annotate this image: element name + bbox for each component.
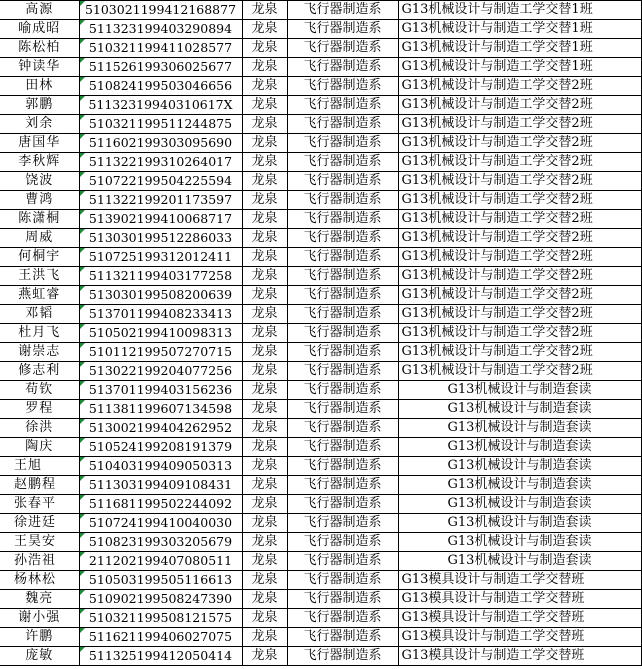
error-indicator-icon [80,191,85,196]
id-number-cell[interactable] [79,305,242,324]
id-number-cell[interactable] [79,267,242,286]
department-cell[interactable]: 飞行器制造系 [287,552,398,571]
department-cell[interactable]: 飞行器制造系 [287,305,398,324]
class-cell[interactable]: G13机械设计与制造工学交替2班 [398,172,641,191]
id-number-cell[interactable] [79,628,242,647]
department-cell[interactable]: 飞行器制造系 [287,533,398,552]
campus-cell[interactable]: 龙泉 [242,438,287,457]
error-indicator-icon [80,153,85,158]
table-row[interactable] [0,77,641,96]
id-number-cell[interactable] [79,457,242,476]
error-indicator-icon [80,58,85,63]
table-row[interactable] [0,134,641,153]
student-name-cell[interactable]: 许鹏 [0,628,79,647]
id-number-text: 510502199410098313 [88,325,233,340]
id-number-cell[interactable] [79,191,242,210]
campus-cell[interactable]: 龙泉 [242,495,287,514]
campus-cell[interactable]: 龙泉 [242,20,287,39]
student-name-cell[interactable]: 苟钦 [0,381,79,400]
id-number-text: 510725199312012411 [88,249,233,264]
id-number-text: 511325199412050414 [88,648,233,663]
id-number-text: 510112199507270715 [88,344,233,359]
department-cell[interactable]: 飞行器制造系 [287,267,398,286]
id-number-text: 510321199411028577 [88,40,233,55]
id-number-cell[interactable] [79,172,242,191]
student-name-cell[interactable]: 徐进廷 [0,514,79,533]
id-number-cell[interactable] [79,96,242,115]
error-indicator-icon [80,305,85,310]
campus-cell[interactable]: 龙泉 [242,647,287,666]
error-indicator-icon [80,590,85,595]
student-name-cell[interactable]: 陈潇桐 [0,210,79,229]
class-cell[interactable]: G13机械设计与制造套读 [398,495,641,514]
id-number-cell[interactable] [79,134,242,153]
class-cell[interactable]: G13机械设计与制造套读 [398,419,641,438]
error-indicator-icon [80,514,85,519]
student-name-cell[interactable]: 饶波 [0,172,79,191]
id-number-cell[interactable] [79,495,242,514]
class-cell[interactable]: G13机械设计与制造工学交替2班 [398,362,641,381]
student-name-cell[interactable]: 孙浩祖 [0,552,79,571]
id-number-text: 510321199511244875 [88,116,233,131]
table-row[interactable] [0,172,641,191]
student-name-cell[interactable]: 陈松柏 [0,39,79,58]
table-row[interactable] [0,590,641,609]
id-number-cell[interactable] [79,609,242,628]
table-row[interactable] [0,476,641,495]
department-cell[interactable]: 飞行器制造系 [287,58,398,77]
table-row[interactable] [0,96,641,115]
class-cell[interactable]: G13机械设计与制造套读 [398,533,641,552]
department-cell[interactable]: 飞行器制造系 [287,248,398,267]
department-cell[interactable]: 飞行器制造系 [287,571,398,590]
id-number-cell[interactable] [79,571,242,590]
class-cell[interactable]: G13机械设计与制造工学交替2班 [398,191,641,210]
table-row[interactable] [0,115,641,134]
student-name-cell[interactable]: 邓韬 [0,305,79,324]
id-number-text: 513022199204077256 [88,363,233,378]
class-cell[interactable]: G13模具设计与制造工学交替班 [398,647,641,666]
class-cell[interactable]: G13机械设计与制造工学交替2班 [398,248,641,267]
table-row[interactable] [0,39,641,58]
table-row[interactable] [0,419,641,438]
error-indicator-icon [80,210,85,215]
student-name-cell[interactable]: 魏亮 [0,590,79,609]
department-cell[interactable]: 飞行器制造系 [287,457,398,476]
table-row[interactable] [0,153,641,172]
class-cell[interactable]: G13机械设计与制造工学交替2班 [398,210,641,229]
table-row[interactable] [0,1,641,20]
student-name-cell[interactable]: 刘余 [0,115,79,134]
id-number-cell[interactable] [79,286,242,305]
campus-cell[interactable]: 龙泉 [242,58,287,77]
class-cell[interactable]: G13机械设计与制造工学交替2班 [398,115,641,134]
department-cell[interactable]: 飞行器制造系 [287,172,398,191]
campus-cell[interactable]: 龙泉 [242,324,287,343]
class-cell[interactable]: G13机械设计与制造工学交替1班 [398,58,641,77]
class-cell[interactable]: G13机械设计与制造套读 [398,552,641,571]
table-row[interactable] [0,533,641,552]
error-indicator-icon [80,533,85,538]
id-number-text: 511602199303095690 [88,135,233,150]
table-row[interactable] [0,495,641,514]
id-number-text: 51132319940310617X [88,97,233,112]
department-cell[interactable]: 飞行器制造系 [287,362,398,381]
error-indicator-icon [80,229,85,234]
class-cell[interactable]: G13机械设计与制造工学交替1班 [398,39,641,58]
id-number-text: 511526199306025677 [88,59,233,74]
error-indicator-icon [80,609,85,614]
student-name-cell[interactable]: 唐国华 [0,134,79,153]
department-cell[interactable]: 飞行器制造系 [287,609,398,628]
id-number-text: 510724199410040030 [88,515,233,530]
error-indicator-icon [80,20,85,25]
department-cell[interactable]: 飞行器制造系 [287,229,398,248]
id-number-cell[interactable] [79,1,242,20]
id-number-text: 511303199409108431 [88,477,233,492]
id-number-text: 211202199407080511 [88,553,233,568]
class-cell[interactable]: G13机械设计与制造工学交替2班 [398,324,641,343]
error-indicator-icon [80,39,85,44]
department-cell[interactable]: 飞行器制造系 [287,1,398,20]
id-number-text: 510503199505116613 [88,572,233,587]
id-number-text: 510722199504225594 [88,173,233,188]
table-row[interactable] [0,248,641,267]
id-number-cell[interactable] [79,248,242,267]
student-name-cell[interactable]: 王昊安 [0,533,79,552]
class-cell[interactable]: G13模具设计与制造工学交替班 [398,571,641,590]
class-cell[interactable]: G13机械设计与制造工学交替2班 [398,286,641,305]
table-row[interactable] [0,343,641,362]
campus-cell[interactable]: 龙泉 [242,96,287,115]
campus-cell[interactable]: 龙泉 [242,39,287,58]
campus-cell[interactable]: 龙泉 [242,286,287,305]
campus-cell[interactable]: 龙泉 [242,267,287,286]
class-cell[interactable]: G13机械设计与制造工学交替2班 [398,77,641,96]
id-number-text: 513030199508200639 [88,287,233,302]
department-cell[interactable]: 飞行器制造系 [287,115,398,134]
campus-cell[interactable]: 龙泉 [242,191,287,210]
id-number-cell[interactable] [79,476,242,495]
class-cell[interactable]: G13机械设计与制造工学交替2班 [398,134,641,153]
campus-cell[interactable]: 龙泉 [242,172,287,191]
class-cell[interactable]: G13机械设计与制造套读 [398,457,641,476]
id-number-cell[interactable] [79,533,242,552]
student-name-cell[interactable]: 曹鸿 [0,191,79,210]
id-number-cell[interactable] [79,210,242,229]
student-name-cell[interactable]: 庞敏 [0,647,79,666]
error-indicator-icon [80,343,85,348]
id-number-text: 510321199508121575 [88,610,233,625]
class-cell[interactable]: G13机械设计与制造套读 [398,400,641,419]
id-number-text: 513002199404262952 [88,420,233,435]
class-cell[interactable]: G13机械设计与制造工学交替1班 [398,1,641,20]
campus-cell[interactable]: 龙泉 [242,229,287,248]
id-number-text: 510403199409050313 [88,458,233,473]
student-name-cell[interactable]: 修志利 [0,362,79,381]
spreadsheet-body [0,1,641,666]
error-indicator-icon [80,552,85,557]
student-name-cell[interactable]: 王洪飞 [0,267,79,286]
campus-cell[interactable]: 龙泉 [242,305,287,324]
department-cell[interactable]: 飞行器制造系 [287,476,398,495]
campus-cell[interactable]: 龙泉 [242,457,287,476]
student-name-cell[interactable]: 何桐宇 [0,248,79,267]
error-indicator-icon [80,324,85,329]
department-cell[interactable]: 飞行器制造系 [287,590,398,609]
id-number-cell[interactable] [79,419,242,438]
table-row[interactable] [0,20,641,39]
student-name-cell[interactable]: 罗程 [0,400,79,419]
department-cell[interactable]: 飞行器制造系 [287,343,398,362]
class-cell[interactable]: G13机械设计与制造工学交替2班 [398,305,641,324]
id-number-cell[interactable] [79,552,242,571]
id-number-text: 511381199607134598 [88,401,233,416]
id-number-text: 513701199403156236 [88,382,233,397]
class-cell[interactable]: G13机械设计与制造套读 [398,381,641,400]
class-cell[interactable]: G13机械设计与制造套读 [398,438,641,457]
id-number-text: 510823199303205679 [88,534,233,549]
id-number-cell[interactable] [79,343,242,362]
department-cell[interactable]: 飞行器制造系 [287,134,398,153]
id-number-cell[interactable] [79,400,242,419]
table-row[interactable] [0,362,641,381]
error-indicator-icon [80,134,85,139]
table-row[interactable] [0,438,641,457]
class-cell[interactable]: G13机械设计与制造工学交替2班 [398,267,641,286]
class-cell[interactable]: G13机械设计与制造套读 [398,514,641,533]
error-indicator-icon [80,438,85,443]
department-cell[interactable]: 飞行器制造系 [287,400,398,419]
campus-cell[interactable]: 龙泉 [242,153,287,172]
table-row[interactable] [0,267,641,286]
id-number-cell[interactable] [79,647,242,666]
campus-cell[interactable]: 龙泉 [242,571,287,590]
error-indicator-icon [80,647,85,652]
department-cell[interactable]: 飞行器制造系 [287,628,398,647]
class-cell[interactable]: G13机械设计与制造工学交替2班 [398,96,641,115]
table-row[interactable] [0,647,641,666]
campus-cell[interactable]: 龙泉 [242,552,287,571]
campus-cell[interactable]: 龙泉 [242,514,287,533]
id-number-cell[interactable] [79,153,242,172]
student-name-cell[interactable]: 郭鹏 [0,96,79,115]
student-name-cell[interactable]: 谢崇志 [0,343,79,362]
class-cell[interactable]: G13模具设计与制造工学交替班 [398,628,641,647]
id-number-text: 510902199508247390 [88,591,233,606]
campus-cell[interactable]: 龙泉 [242,362,287,381]
department-cell[interactable]: 飞行器制造系 [287,20,398,39]
student-name-cell[interactable]: 田林 [0,77,79,96]
class-cell[interactable]: G13机械设计与制造套读 [398,476,641,495]
id-number-cell[interactable] [79,229,242,248]
table-row[interactable] [0,191,641,210]
table-row[interactable] [0,286,641,305]
table-row[interactable] [0,229,641,248]
error-indicator-icon [80,267,85,272]
error-indicator-icon [80,96,85,101]
error-indicator-icon [80,362,85,367]
class-cell[interactable]: G13模具设计与制造工学交替班 [398,609,641,628]
id-number-cell[interactable] [79,324,242,343]
id-number-cell[interactable] [79,438,242,457]
student-name-cell[interactable]: 周威 [0,229,79,248]
student-name-cell[interactable]: 钟读华 [0,58,79,77]
department-cell[interactable]: 飞行器制造系 [287,286,398,305]
table-row[interactable] [0,400,641,419]
department-cell[interactable]: 飞行器制造系 [287,381,398,400]
campus-cell[interactable]: 龙泉 [242,628,287,647]
id-number-cell[interactable] [79,362,242,381]
class-cell[interactable]: G13机械设计与制造工学交替2班 [398,153,641,172]
id-number-cell[interactable] [79,39,242,58]
student-name-cell[interactable]: 杜月飞 [0,324,79,343]
error-indicator-icon [80,381,85,386]
table-row[interactable] [0,609,641,628]
error-indicator-icon [80,457,85,462]
id-number-text: 513701199408233413 [88,306,233,321]
department-cell[interactable]: 飞行器制造系 [287,419,398,438]
campus-cell[interactable]: 龙泉 [242,609,287,628]
error-indicator-icon [80,248,85,253]
campus-cell[interactable]: 龙泉 [242,134,287,153]
department-cell[interactable]: 飞行器制造系 [287,39,398,58]
id-number-cell[interactable] [79,115,242,134]
error-indicator-icon [80,286,85,291]
table-row[interactable] [0,381,641,400]
error-indicator-icon [80,77,85,82]
error-indicator-icon [80,628,85,633]
error-indicator-icon [80,172,85,177]
error-indicator-icon [80,476,85,481]
student-name-cell[interactable]: 陶庆 [0,438,79,457]
student-name-cell[interactable]: 杨林松 [0,571,79,590]
error-indicator-icon [80,400,85,405]
id-number-text: 510824199503046656 [88,78,233,93]
id-number-text: 511681199502244092 [88,496,233,511]
id-number-text: 510524199208191379 [88,439,233,454]
id-number-text: 511321199403177258 [88,268,233,283]
campus-cell[interactable]: 龙泉 [242,533,287,552]
id-number-cell[interactable] [79,381,242,400]
error-indicator-icon [80,419,85,424]
department-cell[interactable]: 飞行器制造系 [287,77,398,96]
department-cell[interactable]: 飞行器制造系 [287,438,398,457]
campus-cell[interactable]: 龙泉 [242,210,287,229]
student-name-cell[interactable]: 高源 [0,1,79,20]
class-cell[interactable]: G13机械设计与制造工学交替1班 [398,20,641,39]
student-name-cell[interactable]: 燕虹睿 [0,286,79,305]
campus-cell[interactable]: 龙泉 [242,115,287,134]
campus-cell[interactable]: 龙泉 [242,1,287,20]
table-row[interactable] [0,571,641,590]
class-cell[interactable]: G13模具设计与制造工学交替班 [398,590,641,609]
id-number-text: 511621199406027075 [88,629,233,644]
campus-cell[interactable]: 龙泉 [242,590,287,609]
class-cell[interactable]: G13机械设计与制造工学交替2班 [398,343,641,362]
id-number-cell[interactable] [79,514,242,533]
department-cell[interactable]: 飞行器制造系 [287,514,398,533]
id-number-cell[interactable] [79,58,242,77]
department-cell[interactable]: 飞行器制造系 [287,153,398,172]
error-indicator-icon [80,1,85,6]
table-row[interactable] [0,324,641,343]
error-indicator-icon [80,495,85,500]
id-number-text: 510302119941216887​7 [84,2,237,17]
department-cell[interactable]: 飞行器制造系 [287,647,398,666]
student-name-cell[interactable]: 喻成昭 [0,20,79,39]
id-number-text: 511322199201173597 [88,192,233,207]
campus-cell[interactable]: 龙泉 [242,343,287,362]
campus-cell[interactable]: 龙泉 [242,77,287,96]
student-name-cell[interactable]: 王旭 [0,457,79,476]
department-cell[interactable]: 飞行器制造系 [287,324,398,343]
table-row[interactable] [0,552,641,571]
student-name-cell[interactable]: 徐洪 [0,419,79,438]
error-indicator-icon [80,571,85,576]
table-row[interactable] [0,305,641,324]
department-cell[interactable]: 飞行器制造系 [287,191,398,210]
campus-cell[interactable]: 龙泉 [242,419,287,438]
department-cell[interactable]: 飞行器制造系 [287,210,398,229]
campus-cell[interactable]: 龙泉 [242,400,287,419]
error-indicator-icon [80,115,85,120]
id-number-cell[interactable] [79,590,242,609]
campus-cell[interactable]: 龙泉 [242,476,287,495]
id-number-text: 513902199410068717 [88,211,233,226]
id-number-text: 513030199512286033 [88,230,233,245]
class-cell[interactable]: G13机械设计与制造工学交替2班 [398,229,641,248]
table-row[interactable] [0,58,641,77]
student-name-cell[interactable]: 赵鹏程 [0,476,79,495]
id-number-text: 511322199310264017 [88,154,233,169]
student-name-cell[interactable]: 谢小强 [0,609,79,628]
campus-cell[interactable]: 龙泉 [242,381,287,400]
table-row[interactable] [0,628,641,647]
department-cell[interactable]: 飞行器制造系 [287,96,398,115]
id-number-cell[interactable] [79,20,242,39]
student-name-cell[interactable]: 李秋辉 [0,153,79,172]
id-number-text: 511323199403290894 [88,21,233,36]
student-name-cell[interactable]: 张春平 [0,495,79,514]
campus-cell[interactable]: 龙泉 [242,248,287,267]
table-row[interactable] [0,210,641,229]
table-row[interactable] [0,457,641,476]
id-number-cell[interactable] [79,77,242,96]
table-row[interactable] [0,514,641,533]
department-cell[interactable]: 飞行器制造系 [287,495,398,514]
